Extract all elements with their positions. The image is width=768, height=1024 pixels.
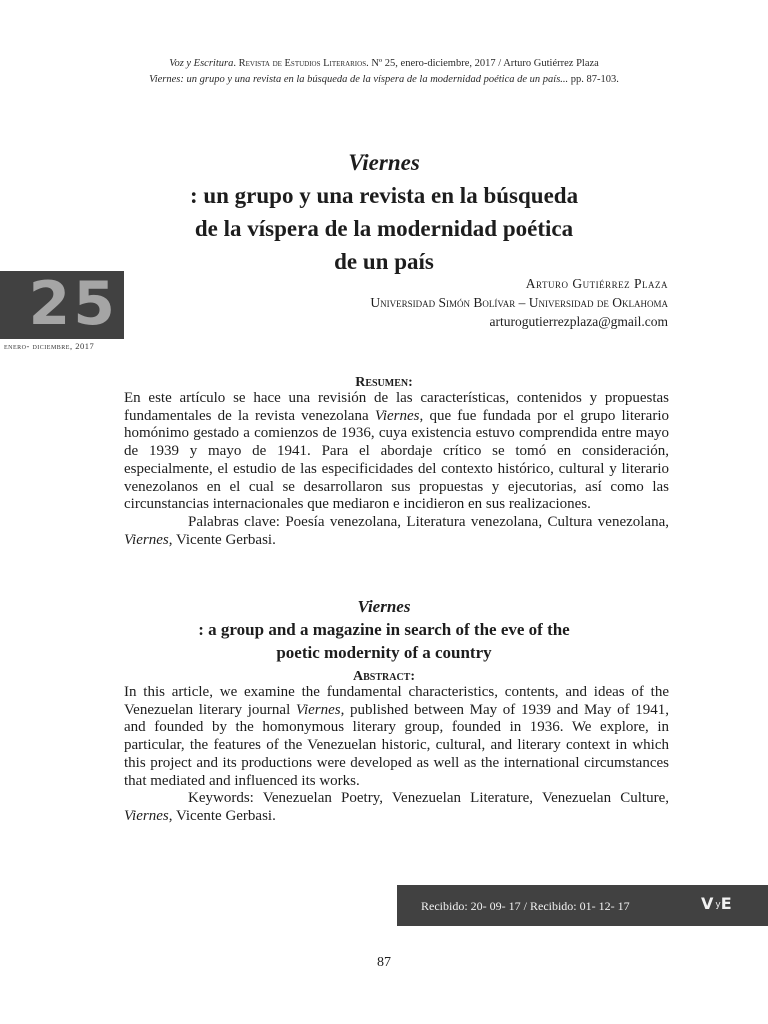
abstract-keywords: Keywords: Venezuelan Poetry, Venezuelan Literature, Venezuelan Culture, Viernes, Vicente Gerbasi. [124,790,669,824]
author-email: arturogutierrezplaza@gmail.com [489,314,668,329]
resumen-body [124,390,669,549]
english-title-italic: Viernes [357,597,411,616]
logo-v: V [701,894,716,913]
resumen-heading: Resumen: [355,375,413,390]
resumen-paragraph: En este artículo se hace una revisión de las características, contenidos y propuestas fundamentales de la revista venezolana Viernes, que fue fundada por el grupo literario homónimo gestado a comienzos de 1936, cuya existencia estuvo comprendida entre mayo de 1939 y mayo de 1941. Para el abordaje crítico se tomó en consideración, especialmente, el estudio de las especificidades del contexto histórico, cultural y literario venezolanos en el cual se desarrollaron sus propuestas y ejecutorias, así como las circunstancias internacionales que mediaron e incidieron en sus realizaciones. [124,390,669,513]
received-band [397,885,768,926]
issue-number-badge [0,271,124,339]
journal-name: Voz y Escritura [169,58,234,69]
running-header-line1: Voz y Escritura. Revista de Estudios Literarios. Nº 25, enero-diciembre, 2017 / Arturo Gutiérrez Plaza [169,58,599,69]
logo-y: y [715,900,721,910]
running-header [0,56,768,88]
running-pages: pp. 87-103. [568,74,619,85]
author-block [370,274,668,331]
article-title-line2: de la víspera de la modernidad poética [194,216,574,241]
received-dates: Recibido: 20- 09- 17 / Recibido: 01- 12- 17 [421,899,630,913]
issue-date: enero- diciembre, 2017 [4,341,95,351]
running-header-line2 [0,72,768,88]
article-title-line1: Viernes : un grupo y una revista en la búsqueda [189,150,579,208]
author-affiliation: Universidad Simón Bolívar – Universidad de Oklahoma [370,295,668,310]
page-number: 87 [377,955,391,970]
abstract-heading: Abstract: [352,669,415,684]
running-article-title: Viernes: un grupo y una revista en la búsqueda de la víspera de la modernidad poética de un país... [149,74,569,85]
english-title [0,595,768,664]
author-name: Arturo Gutiérrez Plaza [525,276,668,291]
logo-e: E [720,894,734,913]
article-title [0,146,768,278]
issue-number: 25 [28,269,118,339]
journal-subtitle: Revista de Estudios Literarios [238,58,367,69]
abstract-paragraph: In this article, we examine the fundamental characteristics, contents, and ideas of the Venezuelan literary journal Viernes, published between May of 1939 and May of 1941, and founded by the homonymous literary group, founded in 1936. We explore, in particular, the features of the Venezuelan historic, cultural, and literary context in which this project and its productions were developed as well as the international circumstances that mediated and influenced its works. [124,684,669,789]
resumen-keywords: Palabras clave: Poesía venezolana, Literatura venezolana, Cultura venezolana, Viernes, Vicente Gerbasi. [124,513,669,548]
journal-logo [701,894,734,915]
english-title-line2: poetic modernity of a country [276,643,492,662]
english-title-line1: Viernes : a group and a magazine in search of the eve of the [198,597,570,639]
issue-info: . Nº 25, enero-diciembre, 2017 / Arturo Gutiérrez Plaza [366,58,599,69]
article-title-line3: de un país [334,249,434,274]
abstract-body [124,684,669,826]
article-title-italic: Viernes [348,150,420,175]
